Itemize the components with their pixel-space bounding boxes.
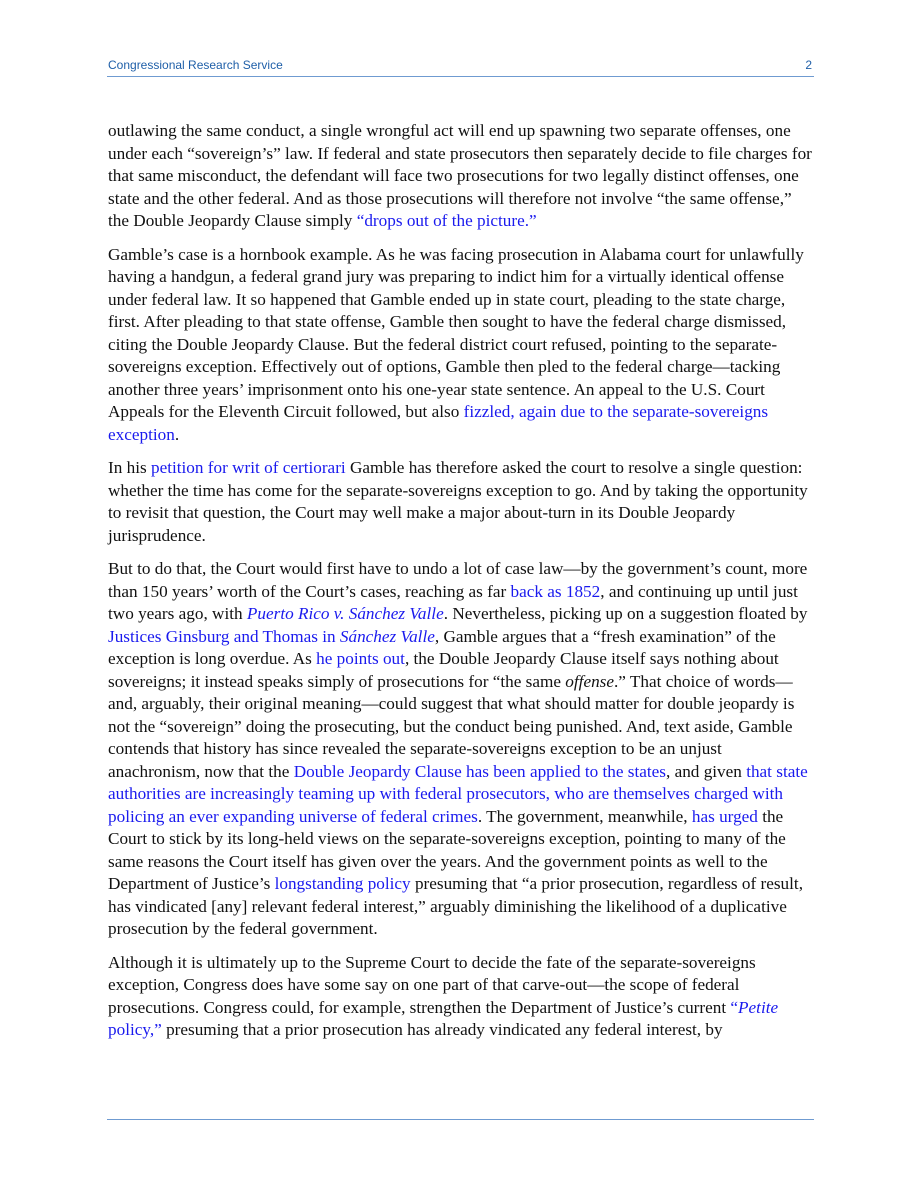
paragraph-text: . [174,424,180,444]
paragraph-text: presuming that a prior prosecution has already vindicated any federal interest, by [161,1020,723,1039]
link-back-as-1852[interactable]: back as 1852 [510,581,601,601]
paragraph-text: , and continuing up until just two years ago, with [108,581,798,623]
paragraph-4 [108,558,814,941]
link-fizzled-again[interactable]: fizzled, again due to the separate-sovereigns exception [108,402,769,444]
link-drops-out-of-picture[interactable]: “drops out of the picture.” [356,211,537,230]
paragraph-text: But to do that, the Court would first have to undo a lot of case law—by the government’s count, more than 150 years’ worth of the Court’s cases, reaching as far [108,559,808,601]
paragraph-text: outlawing the same conduct, a single wrongful act will end up spawning two separate offenses, one under each “sovereign’s” law. If federal and state prosecutors then separately decide to file charges for that same misconduct, the defendant will face two prosecutions for two legally distinct offenses, one state and the other federal. And as those prosecutions will therefore not involve “the same offense,” the Double Jeopardy Clause simply [108,121,812,230]
footer-rule [107,1119,814,1120]
link-text: “ [730,997,739,1017]
paragraph-2 [108,244,814,447]
link-petition-for-certiorari[interactable]: petition for writ of certiorari [150,458,346,477]
paragraph-3 [108,457,814,547]
link-text: Justices Ginsburg and Thomas in [108,626,340,646]
link-longstanding-policy[interactable]: longstanding policy [274,874,411,893]
link-text: policy,” [108,1020,162,1039]
paragraph-text: Gamble has therefore asked the court to resolve a single question: whether the time has come for the separate-sovereigns exception to go. And by taking the opportunity to revisit that question, the Court may well make a major about-turn in its Double Jeopardy jurisprudence. [108,458,808,545]
header-organization: Congressional Research Service [108,58,283,72]
link-text-italic: Sánchez Valle [339,626,435,646]
page-number: 2 [805,58,812,72]
paragraph-text: the Court to stick by its long-held views on the separate-sovereigns exception, pointing to many of the same reasons the Court itself has given over the years. And the government points as well to the Department of Justice’s [108,806,786,893]
header-rule [107,76,814,77]
paragraph-text: . The government, meanwhile, [477,806,692,826]
link-text-italic: Petite [738,997,779,1017]
link-puerto-rico-v-sanchez-valle[interactable]: Puerto Rico v. Sánchez Valle [246,604,444,623]
paragraph-text: Gamble’s case is a hornbook example. As he was facing prosecution in Alabama court for unlawfully having a handgun, a federal grand jury was preparing to indict him for a virtually identical offense under federal law. It so happened that Gamble ended up in state court, pleading to the state charge, first. After pleading to that state offense, Gamble then sought to have the federal charge dismissed, citing the Double Jeopardy Clause. But the federal district court refused, pointing to the separate-sovereigns exception. Effectively out of options, Gamble then pled to the federal charge—tacking another three years’ imprisonment onto his one-year state sentence. An appeal to the U.S. Court Appeals for the Eleventh Circuit followed, but also [108,244,804,421]
paragraph-text: , and given [665,761,747,781]
link-state-authorities-teaming-up[interactable]: that state authorities are increasingly teaming up with federal prosecutors, who are themselves charged with policing an ever expanding universe of federal crimes [108,761,808,826]
document-body [108,120,814,1053]
italic-offense: offense [565,671,614,691]
paragraph-1 [108,120,814,233]
link-double-jeopardy-applied-to-states[interactable]: Double Jeopardy Clause has been applied to the states [293,761,666,781]
paragraph-text: , Gamble argues that a “fresh examination” of the exception is long overdue. As [108,626,776,668]
paragraph-text: In his [108,458,151,477]
paragraph-text: Although it is ultimately up to the Supreme Court to decide the fate of the separate-sovereigns exception, Congress does have some say on one part of that carve-out—the scope of federal prosecutions. Congress could, for example, strengthen the Department of Justice’s current [108,952,756,1017]
link-has-urged[interactable]: has urged [691,806,758,826]
paragraph-text: .” That choice of words—and, arguably, their original meaning—could suggest that what should matter for double jeopardy is not the “sovereign” doing the prosecuting, but the conduct being punished. And, text aside, Gamble contends that history has since revealed the separate-sovereigns exception to be an unjust anachronism, now that the [108,671,795,781]
link-he-points-out[interactable]: he points out [316,649,405,668]
paragraph-5 [108,952,814,1042]
paragraph-text: , the Double Jeopardy Clause itself says nothing about sovereigns; it instead speaks simply of prosecutions for “the same [108,649,779,691]
paragraph-text: . Nevertheless, picking up on a suggestion floated by [443,604,808,623]
link-justices-ginsburg-thomas[interactable] [108,627,435,646]
paragraph-text: presuming that “a prior prosecution, regardless of result, has vindicated [any] relevant federal interest,” arguably diminishing the likelihood of a duplicative prosecution by the federal government. [108,874,803,938]
